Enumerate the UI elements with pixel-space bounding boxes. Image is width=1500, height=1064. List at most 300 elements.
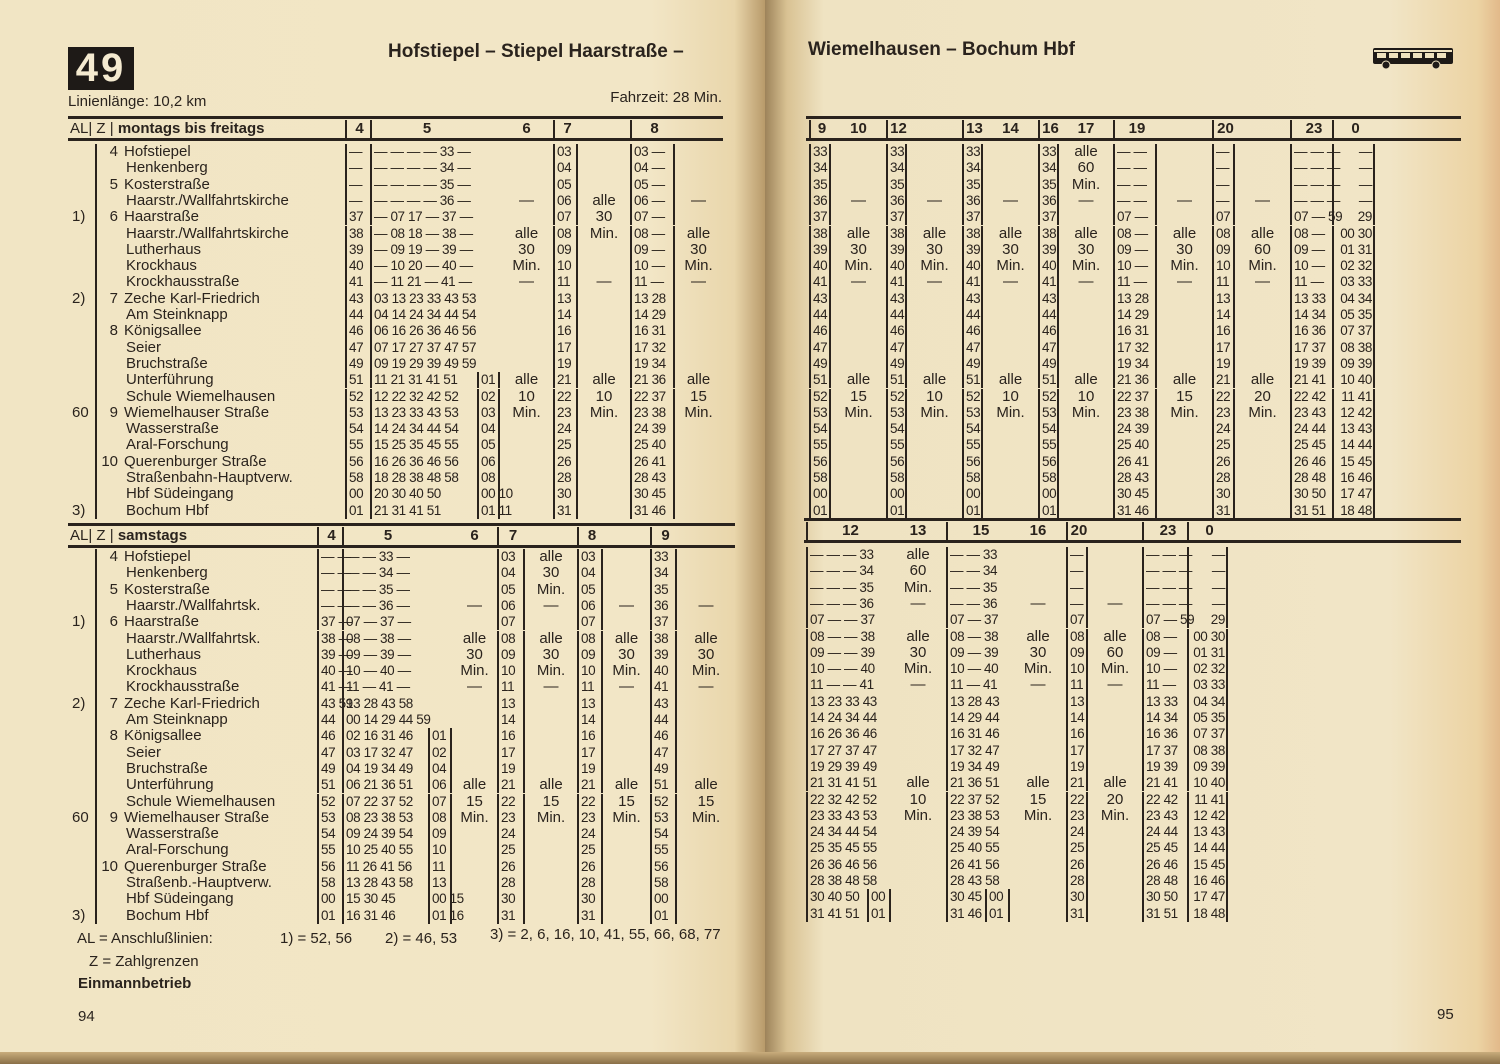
interval-note: 60 [1106, 643, 1124, 661]
departure-cell: 21 36 51 [946, 775, 1012, 791]
interval-note: 10 [926, 387, 943, 405]
stop-name: Königsallee [124, 727, 202, 745]
departure-cell: 09 [428, 826, 452, 842]
departure-cell: 21 31 41 51 [806, 775, 891, 791]
departure-cell: 21 [577, 777, 603, 793]
departure-cell: 55 [809, 437, 831, 453]
departure-cell: 25 [577, 842, 603, 858]
stop-name: Krockhaus [126, 662, 197, 680]
interval-note: — [698, 678, 714, 696]
departure-cell: 13 [497, 696, 525, 712]
departure-cell: 14 34 [1290, 307, 1334, 323]
interval-note: Min. [512, 403, 541, 421]
departure-cell: 13 23 33 43 53 [370, 405, 480, 421]
departure-cell: 08 — [1142, 629, 1190, 645]
stop-name: Zeche Karl-Friedrich [124, 289, 260, 307]
departure-cell: 44 [650, 712, 677, 728]
departure-cell: 31 [577, 908, 603, 924]
departure-cell: 44 [886, 307, 907, 323]
departure-cell: 35 [886, 177, 907, 193]
interval-note: 30 [1029, 643, 1047, 661]
stop-name: Kosterstraße [124, 175, 210, 193]
departure-cell: 53 [317, 810, 342, 826]
interval-note: Min. [536, 662, 566, 680]
connection-note: 1) [72, 613, 86, 631]
departure-cell: 03 13 23 33 43 53 [370, 291, 480, 307]
departure-cell: 39 [809, 242, 831, 258]
interval-note: 15 [1029, 790, 1047, 808]
stop-name: Krockhausstraße [126, 678, 240, 696]
departure-cell: 49 [317, 761, 342, 777]
table-rule [804, 518, 1461, 521]
interval-note: Min. [1023, 806, 1053, 824]
departure-cell: 19 34 [630, 356, 675, 372]
departure-cell: 14 [1066, 710, 1088, 726]
interval-note: Min. [589, 403, 619, 421]
departure-cell: — — — [1142, 547, 1190, 563]
departure-cell: 54 [1038, 421, 1059, 437]
interval-note: — [691, 191, 706, 209]
footnote-al-label: AL = Anschlußlinien: [77, 930, 213, 947]
interval-note: 10 [595, 387, 613, 405]
fare-zone-number: 7 [109, 289, 118, 307]
stop-name: Straßenb.-Hauptverw. [126, 874, 272, 891]
column-header-hour-23: 23 [1290, 120, 1336, 138]
page-number-right: 95 [1437, 1006, 1454, 1023]
departure-cell: 41 [886, 274, 907, 290]
interval-note: alle [1103, 627, 1127, 645]
departure-cell: 33 [650, 549, 677, 565]
departure-cell: 40 [886, 258, 907, 274]
departure-cell: 47 [886, 340, 907, 356]
departure-cell: 17 [497, 745, 525, 761]
departure-cell: 00 30 [1187, 629, 1228, 645]
departure-cell: 13 43 [1187, 824, 1228, 840]
interval-note: alle [1250, 224, 1275, 242]
interval-note: Min. [460, 808, 489, 826]
interval-note: — [1078, 191, 1094, 209]
interval-note: alle [998, 224, 1023, 242]
departure-cell: 13 28 43 58 [342, 875, 430, 891]
departure-cell: 23 38 [1113, 405, 1157, 421]
departure-cell: 31 51 [1290, 503, 1334, 519]
departure-cell: 16 31 46 [946, 726, 1012, 742]
departure-cell: 46 [1038, 323, 1059, 339]
departure-cell: 09 [1066, 645, 1088, 661]
departure-cell: 03 [577, 549, 603, 565]
departure-cell: — [1212, 177, 1235, 193]
departure-cell: 37 — [317, 614, 342, 630]
departure-cell: — — [1113, 193, 1157, 209]
departure-cell: — [345, 144, 370, 160]
stop-name: Am Steinknapp [126, 306, 228, 323]
stop-name: Unterführung [126, 371, 214, 389]
departure-cell: 55 [1038, 437, 1059, 453]
departure-cell: 22 [1066, 792, 1088, 808]
departure-cell: 26 41 56 [946, 857, 1012, 873]
departure-cell: 08 [1066, 629, 1088, 645]
column-header-hour-0: 0 [1187, 522, 1230, 540]
interval-note: Min. [1023, 660, 1053, 678]
departure-cell: 01 11 [477, 503, 500, 519]
departure-cell: 08 [577, 631, 603, 647]
departure-cell: 28 [1212, 470, 1235, 486]
column-header-hour-0: 0 [1332, 120, 1377, 138]
stop-name: Querenburger Straße [124, 857, 267, 875]
departure-cell: 33 [962, 144, 983, 160]
fare-zone-number: 8 [109, 727, 118, 745]
departure-cell: 19 34 [1113, 356, 1157, 372]
departure-cell: 38 [809, 226, 831, 242]
departure-cell: 17 [1066, 743, 1088, 759]
departure-cell: — [345, 193, 370, 209]
stop-name: Hbf Südeingang [126, 890, 234, 908]
interval-note: 10 [1077, 387, 1095, 405]
departure-cell: — — 35 — [342, 582, 430, 598]
departure-cell: 10 40 [1187, 775, 1228, 791]
departure-cell: 51 [886, 372, 907, 388]
departure-cell: 07 [1066, 612, 1088, 628]
departure-cell: 23 [577, 810, 603, 826]
departure-cell: 25 40 55 [946, 840, 1012, 856]
departure-cell: — — 34 — [342, 565, 430, 581]
departure-cell: 11 [1212, 274, 1235, 290]
interval-note: Min. [1248, 403, 1277, 421]
departure-cell: 46 [317, 728, 342, 744]
departure-cell: 24 [1212, 421, 1235, 437]
day-type-label: samstags [117, 527, 188, 544]
departure-cell: 01 [477, 372, 500, 388]
departure-cell: 16 26 36 46 56 [370, 454, 480, 470]
departure-cell: 37 [886, 209, 907, 225]
departure-cell: 52 [345, 389, 370, 405]
departure-cell: 08 — [630, 226, 675, 242]
interval-note: 30 [1077, 240, 1095, 258]
departure-cell: — — — — 33 — [370, 144, 480, 160]
departure-cell: 24 44 [1142, 824, 1190, 840]
footnote-z-label: Z = Zahlgrenzen [89, 953, 199, 970]
departure-cell: — [1066, 547, 1088, 563]
departure-cell: 25 45 [1290, 437, 1334, 453]
departure-cell: 25 [1066, 840, 1088, 856]
departure-cell: 04 [553, 160, 578, 176]
departure-cell: 17 [553, 340, 578, 356]
departure-cell: 08 38 [1187, 743, 1228, 759]
departure-cell: 00 [985, 889, 1010, 905]
departure-cell: 39 [1038, 242, 1059, 258]
stop-name: Lutherhaus [126, 645, 202, 663]
departure-cell: 44 [317, 712, 342, 728]
saturday-header [70, 527, 187, 545]
departure-cell: 16 36 [1142, 726, 1190, 742]
departure-cell: 40 [345, 258, 370, 274]
departure-cell: 49 [1038, 356, 1059, 372]
departure-cell: 58 [962, 470, 983, 486]
interval-note: — [1255, 273, 1270, 291]
interval-note: 20 [1254, 387, 1271, 405]
interval-note: — [543, 596, 559, 614]
departure-cell: 16 31 [630, 323, 675, 339]
column-header-hour-15: 15 [946, 522, 1014, 540]
departure-cell: 15 30 45 [342, 891, 430, 907]
departure-cell: 49 [809, 356, 831, 372]
departure-cell: 01 [1038, 503, 1059, 519]
stop-name: Haarstr./Wallfahrtskirche [126, 224, 289, 242]
interval-note: Min. [612, 662, 641, 680]
departure-cell: 30 [497, 891, 525, 907]
column-header-hour-12: 12 [886, 120, 909, 138]
departure-cell: 13 33 [1290, 291, 1334, 307]
departure-cell: 17 32 [630, 340, 675, 356]
interval-note: Min. [536, 580, 566, 598]
departure-cell: 18 48 [1187, 906, 1228, 922]
stop-name: Schule Wiemelhausen [126, 792, 276, 810]
travel-time: Fahrzeit: 28 Min. [610, 89, 722, 106]
connection-note: 2) [72, 694, 86, 712]
departure-cell: 39 [345, 242, 370, 258]
departure-cell: 43 [1038, 291, 1059, 307]
fare-zone-number: 10 [101, 452, 118, 470]
departure-cell: 22 [553, 389, 578, 405]
interval-note: 60 [1254, 240, 1271, 258]
departure-cell: 10 [553, 258, 578, 274]
interval-note: — [851, 273, 866, 291]
departure-cell: 08 — [1113, 226, 1157, 242]
interval-note: 15 [618, 792, 635, 810]
departure-cell: 16 46 [1332, 470, 1375, 486]
interval-note: alle [686, 224, 711, 242]
departure-cell: 43 [809, 291, 831, 307]
table-rule [806, 116, 1461, 119]
departure-cell: 07 37 [1332, 323, 1375, 339]
page-number-left: 94 [78, 1008, 95, 1025]
departure-cell: 22 [497, 794, 525, 810]
stop-name: Haarstr./Wallfahrtsk. [126, 596, 261, 614]
departure-cell: 17 27 37 47 [806, 743, 891, 759]
stop-name: Wasserstraße [126, 420, 219, 438]
departure-cell: 19 [577, 761, 603, 777]
departure-cell: 55 [886, 437, 907, 453]
departure-cell: 17 32 [1113, 340, 1157, 356]
interval-note: — [619, 678, 634, 696]
departure-cell: 07 [553, 209, 578, 225]
departure-cell: 11 — 41 [946, 677, 1012, 693]
departure-cell: 22 37 [630, 389, 675, 405]
al-header: AL| [70, 527, 93, 544]
departure-cell: — — — 33 [806, 547, 891, 563]
interval-note: alle [614, 776, 639, 794]
departure-cell: 31 46 [1113, 503, 1157, 519]
departure-cell: 36 [962, 193, 983, 209]
interval-note: Min. [844, 257, 873, 275]
interval-note: Min. [996, 257, 1025, 275]
departure-cell: 34 [1038, 160, 1059, 176]
departure-cell: 28 48 [1290, 470, 1334, 486]
departure-cell: 37 [650, 614, 677, 630]
interval-note: 30 [595, 208, 613, 226]
stop-name: Henkenberg [126, 564, 208, 582]
departure-cell: 24 [1066, 824, 1088, 840]
stop-name: Seier [126, 743, 162, 761]
departure-cell: 52 [962, 389, 983, 405]
departure-cell: 31 [1066, 906, 1088, 922]
departure-cell: 11 [577, 679, 603, 695]
table-rule [68, 116, 723, 119]
z-header: Z | [96, 120, 114, 137]
departure-cell: 43 [962, 291, 983, 307]
fare-zone-number: 6 [109, 613, 118, 631]
departure-cell: 10 — [1290, 258, 1334, 274]
interval-note: alle [1172, 371, 1197, 389]
interval-note: Min. [920, 403, 949, 421]
interval-note: alle [922, 371, 947, 389]
departure-cell: 19 [553, 356, 578, 372]
departure-cell: — [1212, 193, 1235, 209]
departure-cell: — — — 35 [806, 580, 891, 596]
departure-cell: 21 41 [1290, 372, 1334, 388]
stop-name: Königsallee [124, 322, 202, 340]
departure-cell: — 10 20 — 40 — [370, 258, 480, 274]
departure-cell: 01 [317, 908, 342, 924]
departure-cell: 06 — [630, 193, 675, 209]
departure-cell: 08 — [1290, 226, 1334, 242]
interval-note: Min. [996, 403, 1025, 421]
departure-cell: 06 [477, 454, 500, 470]
interval-note: alle [906, 546, 930, 563]
departure-cell: 19 39 [1290, 356, 1334, 372]
departure-cell: 44 [1038, 307, 1059, 323]
departure-cell: 28 43 [1113, 470, 1157, 486]
departure-cell: 21 [1066, 775, 1088, 791]
departure-cell: 47 [317, 745, 342, 761]
departure-cell: 13 28 43 [946, 694, 1012, 710]
departure-cell: 05 [477, 437, 500, 453]
departure-cell: 41 [345, 274, 370, 290]
interval-note: alle [539, 629, 563, 647]
departure-cell: 04 14 24 34 44 54 [370, 307, 480, 323]
departure-cell: 29 [1332, 209, 1375, 225]
departure-cell: 26 [1066, 857, 1088, 873]
departure-cell: 51 [650, 777, 677, 793]
departure-cell: 21 36 [630, 372, 675, 388]
departure-cell: 01 [867, 906, 891, 922]
stop-name: Bochum Hbf [126, 906, 209, 924]
table-rule [806, 138, 1461, 141]
departure-cell: 16 [553, 323, 578, 339]
table-rule [804, 540, 1461, 543]
interval-note: Min. [460, 662, 489, 680]
departure-cell: 23 [497, 810, 525, 826]
departure-cell: 07 [497, 614, 525, 630]
departure-cell: 02 32 [1332, 258, 1375, 274]
departure-cell: 33 [1038, 144, 1059, 160]
departure-cell: 34 [886, 160, 907, 176]
interval-note: Min. [1071, 403, 1101, 421]
interval-note: alle [686, 371, 711, 389]
departure-cell: 19 34 49 [946, 759, 1012, 775]
departure-cell: — — 35 [946, 580, 1012, 596]
departure-cell: 22 42 [1290, 389, 1334, 405]
interval-note: — [543, 678, 559, 696]
route-title-part2: Wiemelhausen – Bochum Hbf [808, 39, 1075, 60]
departure-cell: 21 31 41 51 [370, 503, 480, 519]
interval-note: 30 [926, 240, 943, 258]
departure-cell: 28 48 [1142, 873, 1190, 889]
interval-note: 10 [909, 790, 927, 808]
fare-zone-number: 4 [109, 548, 118, 565]
departure-cell: 07 — 59 [1142, 612, 1190, 628]
interval-note: Min. [512, 257, 541, 275]
departure-cell: 36 [886, 193, 907, 209]
departure-cell: 02 32 [1187, 661, 1228, 677]
interval-note: alle [906, 774, 930, 792]
departure-cell: 08 [428, 810, 452, 826]
interval-note: alle [462, 629, 487, 647]
departure-cell: 00 [345, 486, 370, 502]
interval-note: — [1107, 676, 1123, 694]
departure-cell: 04 19 34 49 [342, 761, 430, 777]
column-header-hour-20: 20 [1212, 120, 1237, 138]
interval-note: — [851, 191, 866, 209]
departure-cell: 04 [428, 761, 452, 777]
departure-cell: 07 — 37 [946, 612, 1012, 628]
departure-cell: 31 46 [630, 503, 675, 519]
interval-note: 30 [690, 240, 707, 258]
departure-cell: 23 43 [1290, 405, 1334, 421]
interval-note: 10 [518, 387, 535, 405]
interval-note: alle [514, 224, 539, 242]
departure-cell: 13 [577, 696, 603, 712]
departure-cell: 01 31 [1187, 645, 1228, 661]
departure-cell: 07 — [630, 209, 675, 225]
column-header-hour-6: 6 [522, 120, 531, 137]
departure-cell: 23 [553, 405, 578, 421]
interval-note: alle [1026, 774, 1050, 792]
interval-note: 30 [518, 240, 535, 258]
departure-cell: 38 [650, 631, 677, 647]
departure-cell: 58 [650, 875, 677, 891]
departure-cell: 55 [317, 842, 342, 858]
interval-note: — [927, 273, 942, 291]
departure-cell: 34 [962, 160, 983, 176]
departure-cell: 31 [497, 908, 525, 924]
departure-cell: 25 35 45 55 [806, 840, 891, 856]
departure-cell: 44 [809, 307, 831, 323]
departure-cell: — [1332, 193, 1375, 209]
interval-note: Min. [1248, 257, 1277, 275]
departure-cell: 53 [809, 405, 831, 421]
departure-cell: 07 [428, 794, 452, 810]
departure-cell: 07 17 27 37 47 57 [370, 340, 480, 356]
departure-cell: 06 [577, 598, 603, 614]
departure-cell: 22 37 52 [946, 792, 1012, 808]
departure-cell: 00 30 [1332, 226, 1375, 242]
departure-cell: 07 22 37 52 [342, 794, 430, 810]
departure-cell: 37 [962, 209, 983, 225]
departure-cell: 53 [1038, 405, 1059, 421]
departure-cell: 06 [497, 598, 525, 614]
departure-cell: 23 38 [630, 405, 675, 421]
departure-cell: 19 [497, 761, 525, 777]
departure-cell: 34 [650, 565, 677, 581]
departure-cell: 46 [345, 323, 370, 339]
departure-cell: 11 [497, 679, 525, 695]
departure-cell: — — — [1290, 177, 1334, 193]
departure-cell: 35 [809, 177, 831, 193]
departure-cell: 11 41 [1187, 792, 1228, 808]
departure-cell: 26 [577, 859, 603, 875]
column-header-hour-10: 10 [850, 120, 867, 137]
